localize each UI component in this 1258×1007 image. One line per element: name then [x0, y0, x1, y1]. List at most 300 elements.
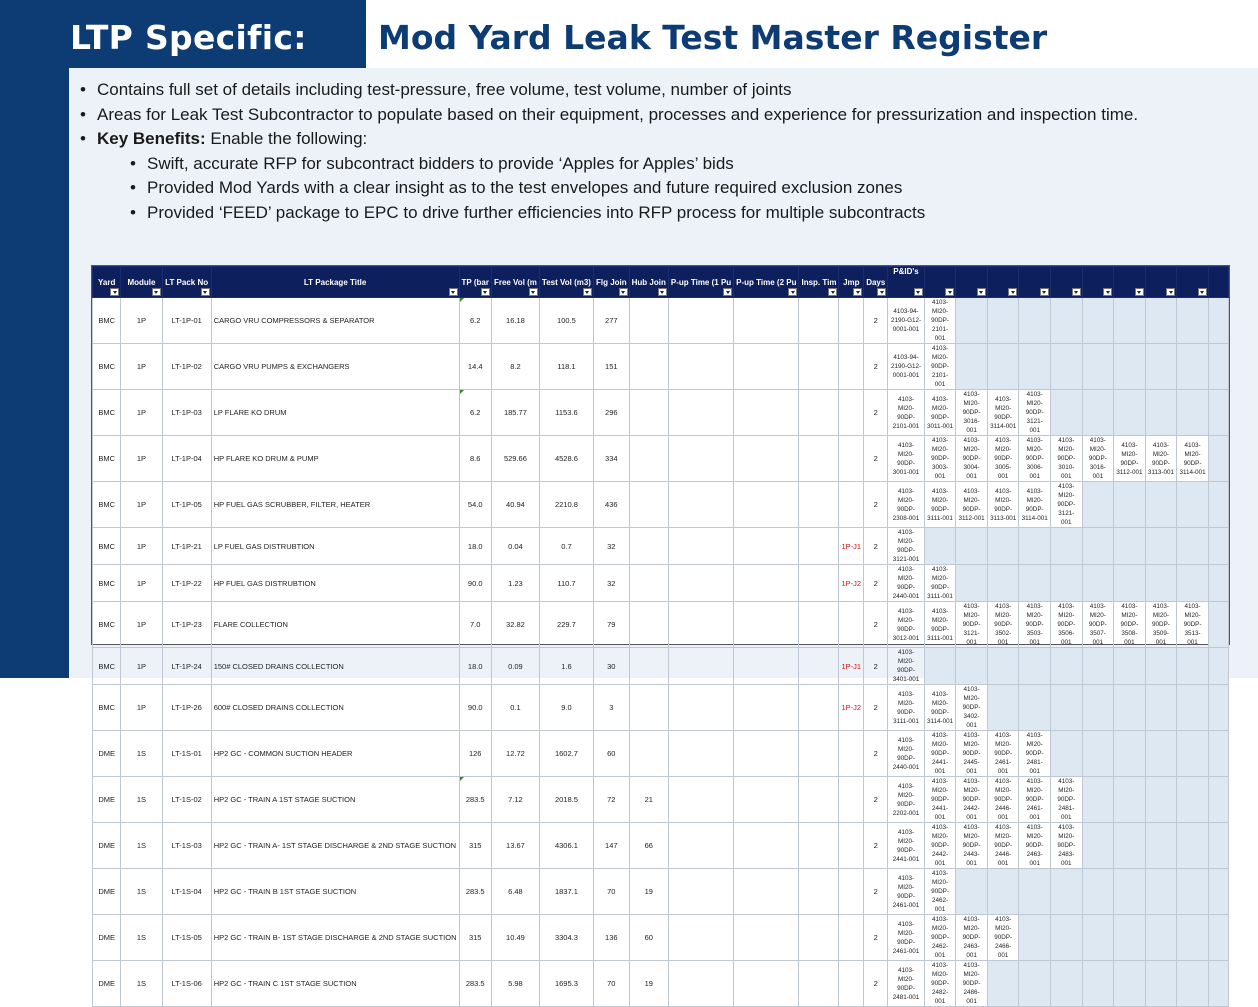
- cell-test-vol[interactable]: 2210.8: [539, 482, 593, 528]
- cell-yard[interactable]: BMC: [93, 482, 121, 528]
- cell-test-vol[interactable]: 4528.6: [539, 436, 593, 482]
- cell-pid[interactable]: [1082, 869, 1114, 915]
- cell-pid[interactable]: [1177, 915, 1209, 961]
- cell-pid[interactable]: [924, 648, 956, 685]
- cell-pid[interactable]: 4103-MI20-90DP-3001-001: [888, 436, 924, 482]
- filter-dropdown-icon[interactable]: [828, 288, 837, 296]
- cell-pid[interactable]: [1019, 528, 1051, 565]
- cell-pid[interactable]: [1050, 528, 1082, 565]
- filter-dropdown-icon[interactable]: [619, 288, 628, 296]
- cell-jmp[interactable]: [839, 731, 864, 777]
- cell-pid[interactable]: 4103-MI20-90DP-3507-001: [1082, 602, 1114, 648]
- cell-module[interactable]: 1P: [121, 648, 162, 685]
- cell-pid[interactable]: 4103-MI20-90DP-3114-001: [987, 390, 1019, 436]
- cell-insp-time[interactable]: [799, 823, 839, 869]
- filter-dropdown-icon[interactable]: [1103, 288, 1112, 296]
- cell-test-vol[interactable]: 118.1: [539, 344, 593, 390]
- filter-dropdown-icon[interactable]: [1040, 288, 1049, 296]
- cell-hub-joints[interactable]: [629, 298, 668, 344]
- cell-free-vol[interactable]: 40.94: [491, 482, 539, 528]
- cell-pid[interactable]: [1050, 915, 1082, 961]
- cell-pup-time-1[interactable]: [668, 344, 733, 390]
- cell-pid[interactable]: [924, 528, 956, 565]
- cell-lt-pack[interactable]: LT-1P-23: [162, 602, 211, 648]
- cell-tp[interactable]: 315: [459, 823, 491, 869]
- cell-pid[interactable]: [1177, 961, 1209, 1007]
- cell-tp[interactable]: 283.5: [459, 961, 491, 1007]
- cell-pid[interactable]: 4103-MI20-90DP-3114-001: [1019, 482, 1051, 528]
- cell-pid[interactable]: [1050, 648, 1082, 685]
- cell-test-vol[interactable]: 110.7: [539, 565, 593, 602]
- cell-pid[interactable]: [1145, 648, 1177, 685]
- filter-dropdown-icon[interactable]: [877, 288, 886, 296]
- cell-pid[interactable]: [987, 298, 1019, 344]
- cell-pup-time-2[interactable]: [734, 390, 799, 436]
- cell-pid[interactable]: 4103-MI20-90DP-2441-001: [924, 777, 956, 823]
- cell-pid[interactable]: [1082, 344, 1114, 390]
- cell-hub-joints[interactable]: [629, 528, 668, 565]
- cell-pid[interactable]: [1208, 602, 1228, 648]
- cell-test-vol[interactable]: 1153.6: [539, 390, 593, 436]
- cell-jmp[interactable]: [839, 777, 864, 823]
- cell-insp-time[interactable]: [799, 602, 839, 648]
- cell-module[interactable]: 1S: [121, 731, 162, 777]
- cell-yard[interactable]: DME: [93, 961, 121, 1007]
- cell-hub-joints[interactable]: [629, 565, 668, 602]
- cell-free-vol[interactable]: 32.82: [491, 602, 539, 648]
- cell-pup-time-2[interactable]: [734, 436, 799, 482]
- cell-pid[interactable]: 4103-MI20-90DP-2443-001: [956, 823, 988, 869]
- cell-yard[interactable]: BMC: [93, 344, 121, 390]
- cell-pid[interactable]: [1050, 298, 1082, 344]
- cell-pid[interactable]: 4103-MI20-90DP-3010-001: [1050, 436, 1082, 482]
- cell-free-vol[interactable]: 185.77: [491, 390, 539, 436]
- cell-free-vol[interactable]: 10.49: [491, 915, 539, 961]
- cell-lt-title[interactable]: HP FLARE KO DRUM & PUMP: [211, 436, 459, 482]
- cell-pid[interactable]: [1114, 390, 1146, 436]
- filter-dropdown-icon[interactable]: [1198, 288, 1207, 296]
- cell-jmp[interactable]: [839, 390, 864, 436]
- cell-pid[interactable]: [1082, 298, 1114, 344]
- cell-pid[interactable]: [1208, 823, 1228, 869]
- cell-days[interactable]: 2: [864, 869, 888, 915]
- cell-pup-time-1[interactable]: [668, 436, 733, 482]
- cell-pup-time-2[interactable]: [734, 915, 799, 961]
- cell-lt-pack[interactable]: LT-1P-21: [162, 528, 211, 565]
- cell-pid[interactable]: 4103-MI20-90DP-2463-001: [1019, 823, 1051, 869]
- cell-pid[interactable]: [1019, 961, 1051, 1007]
- cell-pid[interactable]: [1177, 823, 1209, 869]
- cell-pid[interactable]: 4103-94-2190-G12-0001-001: [888, 298, 924, 344]
- cell-pup-time-2[interactable]: [734, 731, 799, 777]
- filter-dropdown-icon[interactable]: [1135, 288, 1144, 296]
- cell-pid[interactable]: [987, 648, 1019, 685]
- cell-flg-joints[interactable]: 72: [593, 777, 629, 823]
- cell-free-vol[interactable]: 12.72: [491, 731, 539, 777]
- cell-hub-joints[interactable]: [629, 436, 668, 482]
- cell-tp[interactable]: 14.4: [459, 344, 491, 390]
- cell-lt-pack[interactable]: LT-1S-06: [162, 961, 211, 1007]
- cell-module[interactable]: 1P: [121, 344, 162, 390]
- cell-pid[interactable]: [1114, 731, 1146, 777]
- cell-yard[interactable]: BMC: [93, 436, 121, 482]
- cell-test-vol[interactable]: 9.0: [539, 685, 593, 731]
- cell-insp-time[interactable]: [799, 777, 839, 823]
- cell-pup-time-1[interactable]: [668, 869, 733, 915]
- cell-lt-title[interactable]: HP2 GC - COMMON SUCTION HEADER: [211, 731, 459, 777]
- table-row[interactable]: [93, 528, 1229, 565]
- cell-pid[interactable]: 4103-MI20-90DP-3502-001: [987, 602, 1019, 648]
- cell-module[interactable]: 1P: [121, 390, 162, 436]
- cell-lt-title[interactable]: 150# CLOSED DRAINS COLLECTION: [211, 648, 459, 685]
- cell-insp-time[interactable]: [799, 482, 839, 528]
- cell-days[interactable]: 2: [864, 685, 888, 731]
- cell-hub-joints[interactable]: [629, 482, 668, 528]
- cell-pid[interactable]: [1208, 777, 1228, 823]
- cell-pup-time-1[interactable]: [668, 915, 733, 961]
- cell-pid[interactable]: [1177, 565, 1209, 602]
- cell-pid[interactable]: 4103-MI20-90DP-2483-001: [1050, 823, 1082, 869]
- cell-pid[interactable]: 4103-MI20-90DP-2445-001: [956, 731, 988, 777]
- filter-dropdown-icon[interactable]: [201, 288, 210, 296]
- filter-dropdown-icon[interactable]: [1072, 288, 1081, 296]
- cell-pid[interactable]: [1208, 915, 1228, 961]
- cell-tp[interactable]: 126: [459, 731, 491, 777]
- cell-lt-pack[interactable]: LT-1P-04: [162, 436, 211, 482]
- cell-pid[interactable]: [1114, 915, 1146, 961]
- filter-dropdown-icon[interactable]: [583, 288, 592, 296]
- cell-tp[interactable]: 90.0: [459, 565, 491, 602]
- cell-pid[interactable]: 4103-MI20-90DP-2442-001: [924, 823, 956, 869]
- cell-lt-title[interactable]: LP FUEL GAS DISTRUBTION: [211, 528, 459, 565]
- cell-lt-title[interactable]: HP2 GC - TRAIN A 1ST STAGE SUCTION: [211, 777, 459, 823]
- cell-pid[interactable]: 4103-MI20-90DP-2461-001: [888, 915, 924, 961]
- cell-free-vol[interactable]: 5.98: [491, 961, 539, 1007]
- filter-dropdown-icon[interactable]: [945, 288, 954, 296]
- cell-lt-pack[interactable]: LT-1S-02: [162, 777, 211, 823]
- cell-lt-pack[interactable]: LT-1P-01: [162, 298, 211, 344]
- cell-yard[interactable]: BMC: [93, 602, 121, 648]
- cell-insp-time[interactable]: [799, 390, 839, 436]
- cell-tp[interactable]: 18.0: [459, 648, 491, 685]
- cell-pid[interactable]: 4103-MI20-90DP-3016-001: [956, 390, 988, 436]
- cell-pup-time-1[interactable]: [668, 961, 733, 1007]
- cell-pid[interactable]: [1145, 915, 1177, 961]
- cell-pup-time-2[interactable]: [734, 482, 799, 528]
- cell-jmp[interactable]: [839, 436, 864, 482]
- filter-dropdown-icon[interactable]: [853, 288, 862, 296]
- cell-pid[interactable]: [1019, 869, 1051, 915]
- cell-pid[interactable]: [1145, 823, 1177, 869]
- cell-pup-time-2[interactable]: [734, 602, 799, 648]
- cell-tp[interactable]: 8.6: [459, 436, 491, 482]
- cell-module[interactable]: 1S: [121, 961, 162, 1007]
- cell-pid[interactable]: [1114, 528, 1146, 565]
- cell-pid[interactable]: [1177, 528, 1209, 565]
- table-row[interactable]: [93, 685, 1229, 731]
- cell-test-vol[interactable]: 1.6: [539, 648, 593, 685]
- cell-pid[interactable]: 4103-MI20-90DP-3113-001: [987, 482, 1019, 528]
- cell-pid[interactable]: [956, 298, 988, 344]
- cell-pid[interactable]: [1208, 565, 1228, 602]
- cell-days[interactable]: 2: [864, 390, 888, 436]
- cell-pid[interactable]: 4103-MI20-90DP-3114-001: [924, 685, 956, 731]
- cell-days[interactable]: 2: [864, 482, 888, 528]
- cell-pid[interactable]: 4103-MI20-90DP-2202-001: [888, 777, 924, 823]
- cell-pid[interactable]: [1082, 731, 1114, 777]
- cell-tp[interactable]: 283.5: [459, 869, 491, 915]
- cell-pid[interactable]: [1145, 777, 1177, 823]
- cell-pid[interactable]: 4103-MI20-90DP-3003-001: [924, 436, 956, 482]
- cell-pid[interactable]: [1082, 565, 1114, 602]
- cell-pid[interactable]: [1114, 823, 1146, 869]
- cell-pid[interactable]: [1114, 565, 1146, 602]
- cell-hub-joints[interactable]: [629, 344, 668, 390]
- cell-flg-joints[interactable]: 296: [593, 390, 629, 436]
- cell-pup-time-2[interactable]: [734, 777, 799, 823]
- cell-free-vol[interactable]: 529.66: [491, 436, 539, 482]
- cell-lt-pack[interactable]: LT-1S-05: [162, 915, 211, 961]
- cell-flg-joints[interactable]: 334: [593, 436, 629, 482]
- cell-pid[interactable]: 4103-MI20-90DP-2446-001: [987, 823, 1019, 869]
- cell-pid[interactable]: 4103-MI20-90DP-3508-001: [1114, 602, 1146, 648]
- cell-pid[interactable]: [1082, 482, 1114, 528]
- cell-pup-time-1[interactable]: [668, 298, 733, 344]
- cell-pid[interactable]: 4103-94-2190-G12-0001-001: [888, 344, 924, 390]
- cell-free-vol[interactable]: 7.12: [491, 777, 539, 823]
- cell-pid[interactable]: 4103-MI20-90DP-3503-001: [1019, 602, 1051, 648]
- cell-pid[interactable]: [1050, 869, 1082, 915]
- cell-lt-title[interactable]: LP FLARE KO DRUM: [211, 390, 459, 436]
- cell-jmp[interactable]: 1P-J1: [839, 648, 864, 685]
- cell-pid[interactable]: [1208, 961, 1228, 1007]
- cell-jmp[interactable]: [839, 961, 864, 1007]
- cell-test-vol[interactable]: 100.5: [539, 298, 593, 344]
- cell-pid[interactable]: [1050, 685, 1082, 731]
- cell-yard[interactable]: DME: [93, 915, 121, 961]
- cell-pid[interactable]: [1114, 777, 1146, 823]
- cell-pid[interactable]: [1114, 961, 1146, 1007]
- cell-hub-joints[interactable]: [629, 390, 668, 436]
- cell-flg-joints[interactable]: 70: [593, 869, 629, 915]
- cell-insp-time[interactable]: [799, 915, 839, 961]
- filter-dropdown-icon[interactable]: [914, 288, 923, 296]
- cell-pid[interactable]: [1019, 298, 1051, 344]
- filter-dropdown-icon[interactable]: [658, 288, 667, 296]
- cell-flg-joints[interactable]: 3: [593, 685, 629, 731]
- table-row[interactable]: [93, 915, 1229, 961]
- cell-pid[interactable]: [1082, 961, 1114, 1007]
- cell-flg-joints[interactable]: 436: [593, 482, 629, 528]
- cell-lt-title[interactable]: 600# CLOSED DRAINS COLLECTION: [211, 685, 459, 731]
- cell-pid[interactable]: 4103-MI20-90DP-2481-001: [1019, 731, 1051, 777]
- cell-pid[interactable]: [1114, 869, 1146, 915]
- cell-module[interactable]: 1P: [121, 482, 162, 528]
- cell-pid[interactable]: 4103-MI20-90DP-2482-001: [924, 961, 956, 1007]
- cell-pup-time-1[interactable]: [668, 685, 733, 731]
- cell-jmp[interactable]: [839, 915, 864, 961]
- cell-pid[interactable]: [1208, 528, 1228, 565]
- table-row[interactable]: [93, 298, 1229, 344]
- cell-pid[interactable]: [1208, 390, 1228, 436]
- cell-pid[interactable]: [1145, 731, 1177, 777]
- cell-pid[interactable]: [956, 344, 988, 390]
- cell-pup-time-1[interactable]: [668, 731, 733, 777]
- cell-days[interactable]: 2: [864, 565, 888, 602]
- cell-yard[interactable]: BMC: [93, 528, 121, 565]
- cell-insp-time[interactable]: [799, 869, 839, 915]
- cell-insp-time[interactable]: [799, 344, 839, 390]
- cell-pid[interactable]: [1208, 298, 1228, 344]
- cell-lt-pack[interactable]: LT-1P-02: [162, 344, 211, 390]
- cell-pid[interactable]: [1114, 482, 1146, 528]
- cell-pid[interactable]: 4103-MI20-90DP-2440-001: [888, 565, 924, 602]
- cell-pid[interactable]: [1208, 648, 1228, 685]
- cell-pid[interactable]: 4103-MI20-90DP-3111-001: [888, 685, 924, 731]
- cell-flg-joints[interactable]: 60: [593, 731, 629, 777]
- cell-days[interactable]: 2: [864, 436, 888, 482]
- cell-jmp[interactable]: [839, 823, 864, 869]
- cell-days[interactable]: 2: [864, 961, 888, 1007]
- cell-pid[interactable]: [1145, 482, 1177, 528]
- cell-hub-joints[interactable]: [629, 685, 668, 731]
- cell-yard[interactable]: BMC: [93, 648, 121, 685]
- cell-pid[interactable]: [1050, 731, 1082, 777]
- cell-pup-time-2[interactable]: [734, 823, 799, 869]
- cell-pid[interactable]: 4103-MI20-90DP-3401-001: [888, 648, 924, 685]
- cell-days[interactable]: 2: [864, 915, 888, 961]
- table-row[interactable]: [93, 869, 1229, 915]
- cell-flg-joints[interactable]: 79: [593, 602, 629, 648]
- cell-days[interactable]: 2: [864, 344, 888, 390]
- cell-pid[interactable]: 4103-MI20-90DP-3114-001: [1177, 436, 1209, 482]
- cell-hub-joints[interactable]: [629, 602, 668, 648]
- cell-pid[interactable]: 4103-MI20-90DP-2440-001: [888, 731, 924, 777]
- cell-test-vol[interactable]: 1837.1: [539, 869, 593, 915]
- filter-dropdown-icon[interactable]: [481, 288, 490, 296]
- cell-pid[interactable]: 4103-MI20-90DP-3402-001: [956, 685, 988, 731]
- cell-pid[interactable]: [1208, 482, 1228, 528]
- cell-pid[interactable]: 4103-MI20-90DP-2481-001: [888, 961, 924, 1007]
- cell-tp[interactable]: 315: [459, 915, 491, 961]
- cell-lt-title[interactable]: CARGO VRU COMPRESSORS & SEPARATOR: [211, 298, 459, 344]
- cell-pid[interactable]: [1177, 390, 1209, 436]
- cell-pid[interactable]: 4103-MI20-90DP-3111-001: [924, 602, 956, 648]
- cell-hub-joints[interactable]: 66: [629, 823, 668, 869]
- cell-days[interactable]: 2: [864, 298, 888, 344]
- cell-hub-joints[interactable]: 21: [629, 777, 668, 823]
- cell-jmp[interactable]: [839, 298, 864, 344]
- cell-yard[interactable]: DME: [93, 869, 121, 915]
- cell-jmp[interactable]: 1P-J1: [839, 528, 864, 565]
- cell-pid[interactable]: [987, 685, 1019, 731]
- cell-pid[interactable]: [956, 648, 988, 685]
- table-row[interactable]: [93, 565, 1229, 602]
- cell-free-vol[interactable]: 0.04: [491, 528, 539, 565]
- cell-module[interactable]: 1S: [121, 915, 162, 961]
- cell-pid[interactable]: [1019, 685, 1051, 731]
- cell-module[interactable]: 1S: [121, 823, 162, 869]
- cell-pid[interactable]: 4103-MI20-90DP-2463-001: [956, 915, 988, 961]
- filter-dropdown-icon[interactable]: [529, 288, 538, 296]
- cell-days[interactable]: 2: [864, 602, 888, 648]
- cell-pid[interactable]: 4103-MI20-90DP-2461-001: [1019, 777, 1051, 823]
- cell-pid[interactable]: [1019, 915, 1051, 961]
- cell-days[interactable]: 2: [864, 731, 888, 777]
- cell-insp-time[interactable]: [799, 685, 839, 731]
- cell-pid[interactable]: [1019, 648, 1051, 685]
- cell-pup-time-2[interactable]: [734, 869, 799, 915]
- cell-free-vol[interactable]: 6.48: [491, 869, 539, 915]
- cell-tp[interactable]: 18.0: [459, 528, 491, 565]
- cell-pid[interactable]: [1019, 344, 1051, 390]
- cell-pup-time-1[interactable]: [668, 777, 733, 823]
- cell-tp[interactable]: 6.2: [459, 298, 491, 344]
- table-row[interactable]: [93, 436, 1229, 482]
- cell-test-vol[interactable]: 0.7: [539, 528, 593, 565]
- cell-pid[interactable]: 4103-MI20-90DP-2441-001: [888, 823, 924, 869]
- cell-pid[interactable]: [1082, 390, 1114, 436]
- cell-pid[interactable]: [987, 565, 1019, 602]
- cell-tp[interactable]: 7.0: [459, 602, 491, 648]
- cell-yard[interactable]: DME: [93, 823, 121, 869]
- cell-hub-joints[interactable]: 19: [629, 961, 668, 1007]
- cell-insp-time[interactable]: [799, 298, 839, 344]
- table-row[interactable]: [93, 482, 1229, 528]
- cell-free-vol[interactable]: 0.1: [491, 685, 539, 731]
- cell-lt-title[interactable]: HP FUEL GAS SCRUBBER, FILTER, HEATER: [211, 482, 459, 528]
- table-row[interactable]: [93, 823, 1229, 869]
- cell-lt-title[interactable]: HP2 GC - TRAIN C 1ST STAGE SUCTION: [211, 961, 459, 1007]
- cell-pid[interactable]: 4103-MI20-90DP-3112-001: [1114, 436, 1146, 482]
- cell-pid[interactable]: 4103-MI20-90DP-3121-001: [1050, 482, 1082, 528]
- cell-pid[interactable]: [1114, 298, 1146, 344]
- cell-hub-joints[interactable]: [629, 648, 668, 685]
- cell-jmp[interactable]: [839, 482, 864, 528]
- cell-flg-joints[interactable]: 30: [593, 648, 629, 685]
- cell-pid[interactable]: 4103-MI20-90DP-3004-001: [956, 436, 988, 482]
- cell-pid[interactable]: 4103-MI20-90DP-2441-001: [924, 731, 956, 777]
- cell-lt-pack[interactable]: LT-1P-22: [162, 565, 211, 602]
- cell-pid[interactable]: [1177, 869, 1209, 915]
- cell-test-vol[interactable]: 4306.1: [539, 823, 593, 869]
- cell-pid[interactable]: [1145, 344, 1177, 390]
- cell-hub-joints[interactable]: 60: [629, 915, 668, 961]
- cell-pid[interactable]: 4103-MI20-90DP-3111-001: [924, 482, 956, 528]
- cell-pid[interactable]: 4103-MI20-90DP-3006-001: [1019, 436, 1051, 482]
- cell-pid[interactable]: [1145, 869, 1177, 915]
- cell-pup-time-1[interactable]: [668, 565, 733, 602]
- cell-flg-joints[interactable]: 70: [593, 961, 629, 1007]
- cell-pid[interactable]: [1082, 528, 1114, 565]
- cell-pid[interactable]: [1082, 777, 1114, 823]
- cell-pup-time-1[interactable]: [668, 528, 733, 565]
- cell-flg-joints[interactable]: 136: [593, 915, 629, 961]
- cell-lt-pack[interactable]: LT-1P-03: [162, 390, 211, 436]
- cell-pid[interactable]: [1082, 915, 1114, 961]
- cell-pid[interactable]: [956, 869, 988, 915]
- filter-dropdown-icon[interactable]: [152, 288, 161, 296]
- cell-free-vol[interactable]: 13.67: [491, 823, 539, 869]
- filter-dropdown-icon[interactable]: [977, 288, 986, 296]
- cell-pid[interactable]: 4103-MI20-90DP-3011-001: [924, 390, 956, 436]
- cell-lt-pack[interactable]: LT-1P-24: [162, 648, 211, 685]
- cell-pid[interactable]: 4103-MI20-90DP-2101-001: [924, 298, 956, 344]
- cell-pup-time-2[interactable]: [734, 961, 799, 1007]
- cell-pid[interactable]: 4103-MI20-90DP-2446-001: [987, 777, 1019, 823]
- cell-days[interactable]: 2: [864, 823, 888, 869]
- cell-pid[interactable]: 4103-MI20-90DP-2442-001: [956, 777, 988, 823]
